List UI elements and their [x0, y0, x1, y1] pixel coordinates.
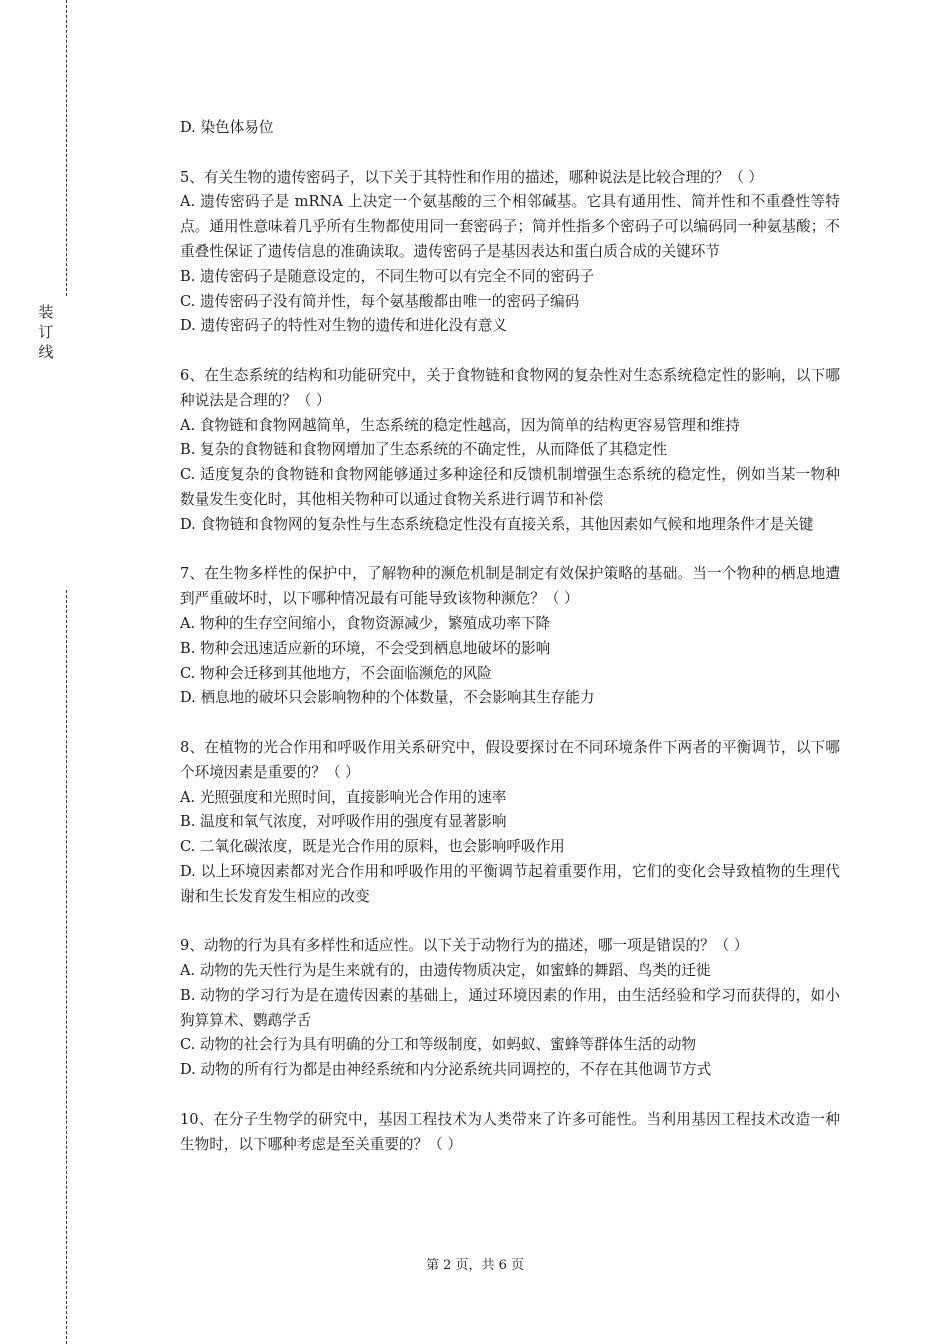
- question-stem: 5、有关生物的遗传密码子，以下关于其特性和作用的描述，哪种说法是比较合理的？（ ）: [180, 168, 764, 186]
- question-stem: 6、在生态系统的结构和功能研究中，关于食物链和食物网的复杂性对生态系统稳定性的影响，以下哪种说法是合理的？（ ）: [180, 366, 840, 409]
- option-text: A. 光照强度和光照时间，直接影响光合作用的速率: [180, 788, 507, 806]
- question-block-9: [180, 934, 840, 1083]
- option-text: D. 染色体易位: [180, 119, 274, 136]
- question-block-6: [180, 364, 840, 538]
- question-block-8: [180, 736, 840, 910]
- option-text: C. 遗传密码子没有简并性，每个氨基酸都由唯一的密码子编码: [180, 292, 580, 310]
- question-block-7: [180, 562, 840, 711]
- option-text: D. 栖息地的破坏只会影响物种的个体数量，不会影响其生存能力: [180, 689, 595, 707]
- option-text: A. 食物链和食物网越简单，生态系统的稳定性越高，因为简单的结构更容易管理和维持: [180, 416, 740, 434]
- option-text: B. 温度和氧气浓度，对呼吸作用的强度有显著影响: [180, 813, 507, 831]
- option-text: D. 食物链和食物网的复杂性与生态系统稳定性没有直接关系，其他因素如气候和地理条件才是关键: [180, 515, 814, 533]
- option-text: B. 遗传密码子是随意设定的，不同生物可以有完全不同的密码子: [180, 267, 595, 285]
- question-stem: 8、在植物的光合作用和呼吸作用关系研究中，假设要探讨在不同环境条件下两者的平衡调节，以下哪个环境因素是重要的？（ ）: [180, 738, 840, 781]
- option-text: C. 二氧化碳浓度，既是光合作用的原料，也会影响呼吸作用: [180, 838, 565, 856]
- binding-dashed-line-top: [66, 0, 67, 296]
- binding-dashed-line-bottom: [66, 590, 67, 1344]
- question-stem: 9、动物的行为具有多样性和适应性。以下关于动物行为的描述，哪一项是错误的？（ ）: [180, 937, 749, 955]
- option-text: A. 物种的生存空间缩小，食物资源减少，繁殖成功率下降: [180, 614, 551, 632]
- question-stem: 10、在分子生物学的研究中，基因工程技术为人类带来了许多可能性。当利用基因工程技术改造一种生物时，以下哪种考虑是至关重要的？（ ）: [180, 1110, 840, 1153]
- option-text: A. 遗传密码子是 mRNA 上决定一个氨基酸的三个相邻碱基。它具有通用性、简并性和不重叠性等特点。通用性意味着几乎所有生物都使用同一套密码子；简并性指多个密码子可以编码同一种氨基酸；不重叠性保证了遗传信息的准确读取。遗传密码子是基因表达和蛋白质合成的关键环节: [180, 193, 840, 260]
- binding-label: 装订线: [38, 303, 54, 361]
- question-block-5: [180, 166, 840, 340]
- option-text: D. 动物的所有行为都是由神经系统和内分泌系统共同调控的，不存在其他调节方式: [180, 1061, 712, 1079]
- option-text: B. 复杂的食物链和食物网增加了生态系统的不确定性，从而降低了其稳定性: [180, 441, 668, 459]
- option-text: C. 动物的社会行为具有明确的分工和等级制度，如蚂蚁、蜜蜂等群体生活的动物: [180, 1036, 697, 1054]
- option-text: A. 动物的先天性行为是生来就有的，由遗传物质决定，如蜜蜂的舞蹈、鸟类的迁徙: [180, 962, 711, 980]
- page-number-footer: 第 2 页，共 6 页: [425, 1258, 525, 1273]
- option-text: B. 物种会迅速适应新的环境，不会受到栖息地破坏的影响: [180, 639, 551, 657]
- exam-content: [180, 116, 840, 1157]
- option-text: C. 物种会迁移到其他地方，不会面临濒危的风险: [180, 664, 492, 682]
- option-text: C. 适度复杂的食物链和食物网能够通过多种途径和反馈机制增强生态系统的稳定性，例如当某一物种数量发生变化时，其他相关物种可以通过食物关系进行调节和补偿: [180, 466, 840, 508]
- question-block-10: [180, 1108, 840, 1158]
- question-stem: 7、在生物多样性的保护中，了解物种的濒危机制是制定有效保护策略的基础。当一个物种的栖息地遭到严重破坏时，以下哪种情况最有可能导致该物种濒危？（ ）: [180, 565, 840, 608]
- option-text: D. 以上环境因素都对光合作用和呼吸作用的平衡调节起着重要作用，它们的变化会导致植物的生理代谢和生长发育发生相应的改变: [180, 862, 840, 905]
- option-text: B. 动物的学习行为是在遗传因素的基础上，通过环境因素的作用，由生活经验和学习而获得的，如小狗算算术、鹦鹉学舌: [180, 986, 840, 1029]
- option-text: D. 遗传密码子的特性对生物的遗传和进化没有意义: [180, 317, 507, 335]
